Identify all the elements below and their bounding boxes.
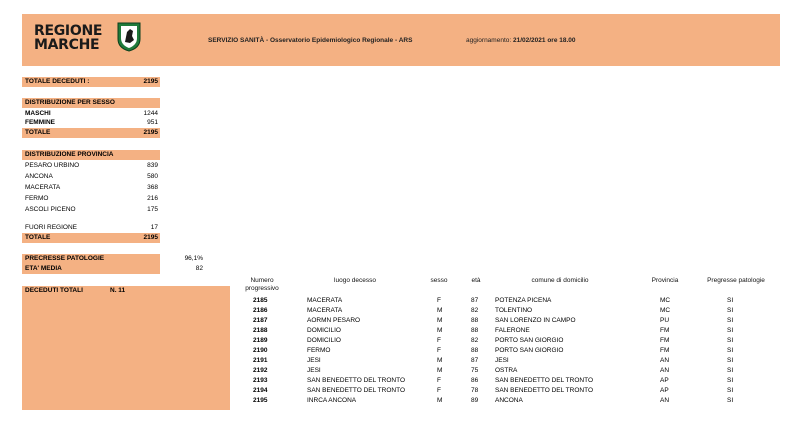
table-row (0, 346, 812, 356)
cell-provincia: MC (660, 297, 671, 304)
cell-numero: 2195 (253, 397, 268, 404)
cell-sesso: M (437, 317, 443, 324)
cell-comune: TOLENTINO (495, 307, 533, 314)
cell-comune: SAN BENEDETTO DEL TRONTO (495, 377, 594, 384)
cell-provincia: MC (660, 307, 671, 314)
cell-eta: 82 (471, 337, 479, 344)
cell-patologie: SI (727, 327, 734, 334)
col-header-comune: comune di domicilio (531, 277, 589, 284)
totale-deceduti-label: TOTALE DECEDUTI : (25, 78, 90, 85)
cell-provincia: AN (660, 357, 670, 364)
provincia-label: PESARO URBINO (25, 162, 80, 169)
cell-numero: 2192 (253, 367, 268, 374)
cell-patologie: SI (727, 337, 734, 344)
cell-comune: PORTO SAN GIORGIO (495, 337, 564, 344)
cell-provincia: AN (660, 367, 670, 374)
col-header-eta: età (471, 277, 481, 284)
cell-comune: SAN BENEDETTO DEL TRONTO (495, 387, 594, 394)
cell-provincia: PU (660, 317, 670, 324)
cell-sesso: M (437, 397, 443, 404)
femmine-value: 951 (147, 119, 158, 126)
cell-luogo: SAN BENEDETTO DEL TRONTO (307, 377, 406, 384)
provincia-value: 216 (147, 195, 158, 202)
cell-numero: 2185 (253, 297, 268, 304)
cell-provincia: AP (660, 377, 669, 384)
cell-comune: JESI (495, 357, 509, 364)
cell-sesso: F (437, 377, 441, 384)
cell-eta: 88 (471, 327, 479, 334)
table-row (0, 316, 812, 326)
cell-eta: 88 (471, 347, 479, 354)
cell-luogo: FERMO (307, 347, 331, 354)
cell-luogo: MACERATA (307, 307, 343, 314)
table-row (0, 376, 812, 386)
cell-numero: 2193 (253, 377, 268, 384)
update-timestamp (466, 37, 576, 44)
cell-sesso: M (437, 327, 443, 334)
cell-numero: 2186 (253, 307, 268, 314)
cell-provincia: AN (660, 397, 670, 404)
cell-patologie: SI (727, 357, 734, 364)
cell-comune: POTENZA PICENA (495, 297, 552, 304)
cell-sesso: F (437, 337, 441, 344)
sesso-title: DISTRIBUZIONE PER SESSO (25, 99, 115, 106)
cell-patologie: SI (727, 397, 734, 404)
update-value: 21/02/2021 ore 18.00 (512, 37, 576, 44)
maschi-value: 1244 (143, 110, 158, 117)
cell-luogo: DOMICILIO (307, 327, 341, 334)
cell-luogo: MACERATA (307, 297, 343, 304)
deceduti-totali-n: N. 11 (110, 287, 126, 294)
provincia-label: ASCOLI PICENO (25, 206, 76, 213)
cell-luogo: JESI (307, 367, 321, 374)
cell-sesso: F (437, 297, 441, 304)
table-row (0, 326, 812, 336)
table-row (0, 386, 812, 396)
provincia-totale-label: TOTALE (25, 234, 51, 241)
fuori-regione-value: 17 (150, 224, 158, 231)
cell-numero: 2187 (253, 317, 268, 324)
cell-patologie: SI (727, 377, 734, 384)
cell-numero: 2191 (253, 357, 268, 364)
col-header-luogo: luogo decesso (334, 277, 376, 284)
table-row (0, 396, 812, 406)
cell-eta: 78 (471, 387, 479, 394)
maschi-label: MASCHI (25, 110, 51, 117)
sesso-totale-value: 2195 (143, 129, 158, 136)
cell-numero: 2188 (253, 327, 268, 334)
regione-shield-icon (117, 22, 141, 52)
table-row (0, 356, 812, 366)
provincia-value: 368 (147, 184, 158, 191)
patologie-value: 96,1% (184, 255, 203, 262)
cell-numero: 2194 (253, 387, 268, 394)
cell-luogo: INRCA ANCONA (307, 397, 357, 404)
col-header-provincia: Provincia (651, 277, 679, 284)
cell-eta: 82 (471, 307, 479, 314)
cell-sesso: M (437, 307, 443, 314)
cell-comune: SAN LORENZO IN CAMPO (495, 317, 576, 324)
cell-numero: 2190 (253, 347, 268, 354)
provincia-label: ANCONA (25, 173, 53, 180)
cell-comune: FALERONE (495, 327, 530, 334)
cell-patologie: SI (727, 297, 734, 304)
service-title: SERVIZIO SANITÀ - Osservatorio Epidemiologico Regionale - ARS (208, 37, 413, 44)
eta-label: ETA' MEDIA (25, 265, 62, 272)
cell-luogo: DOMICILIO (307, 337, 341, 344)
cell-eta: 88 (471, 317, 479, 324)
logo-line2: MARCHE (34, 37, 100, 53)
cell-eta: 89 (471, 397, 479, 404)
cell-luogo: SAN BENEDETTO DEL TRONTO (307, 387, 406, 394)
cell-patologie: SI (727, 367, 734, 374)
cell-provincia: AP (660, 387, 669, 394)
cell-comune: OSTRA (495, 367, 518, 374)
col-header-sesso: sesso (430, 277, 448, 284)
provincia-totale-value: 2195 (143, 234, 158, 241)
sesso-totale-label: TOTALE (25, 129, 51, 136)
cell-comune: PORTO SAN GIORGIO (495, 347, 564, 354)
cell-eta: 87 (471, 297, 479, 304)
totale-deceduti-value: 2195 (143, 78, 158, 85)
deceduti-totali-label: DECEDUTI TOTALI (25, 287, 83, 294)
cell-eta: 87 (471, 357, 479, 364)
table-row (0, 366, 812, 376)
col-header-numero: Numero progressivo (245, 277, 279, 292)
cell-provincia: FM (660, 337, 670, 344)
provincia-label: FERMO (25, 195, 49, 202)
cell-sesso: F (437, 347, 441, 354)
cell-sesso: M (437, 367, 443, 374)
logo-line1: REGIONE (34, 23, 103, 39)
provincia-label: MACERATA (25, 184, 61, 191)
provincia-value: 839 (147, 162, 158, 169)
cell-numero: 2189 (253, 337, 268, 344)
provincia-value: 580 (147, 173, 158, 180)
patologie-label: PRECRESSE PATOLOGIE (25, 255, 105, 262)
cell-provincia: FM (660, 347, 670, 354)
cell-sesso: F (437, 387, 441, 394)
cell-provincia: FM (660, 327, 670, 334)
regione-marche-logo (34, 22, 154, 58)
table-row (0, 306, 812, 316)
cell-eta: 86 (471, 377, 479, 384)
cell-luogo: AORMN PESARO (307, 317, 361, 324)
cell-patologie: SI (727, 317, 734, 324)
cell-patologie: SI (727, 387, 734, 394)
cell-luogo: JESI (307, 357, 321, 364)
eta-value: 82 (195, 265, 203, 272)
fuori-regione-label: FUORI REGIONE (25, 224, 78, 231)
update-label: aggiornamento: (466, 37, 512, 44)
col-header-patologie: Pregresse patologie (707, 277, 765, 284)
provincia-title: DISTRIBUZIONE PROVINCIA (25, 151, 114, 158)
cell-sesso: M (437, 357, 443, 364)
cell-patologie: SI (727, 307, 734, 314)
table-row (0, 336, 812, 346)
cell-eta: 75 (471, 367, 479, 374)
cell-patologie: SI (727, 347, 734, 354)
femmine-label: FEMMINE (25, 119, 55, 126)
table-row (0, 296, 812, 306)
provincia-value: 175 (147, 206, 158, 213)
cell-comune: ANCONA (495, 397, 523, 404)
